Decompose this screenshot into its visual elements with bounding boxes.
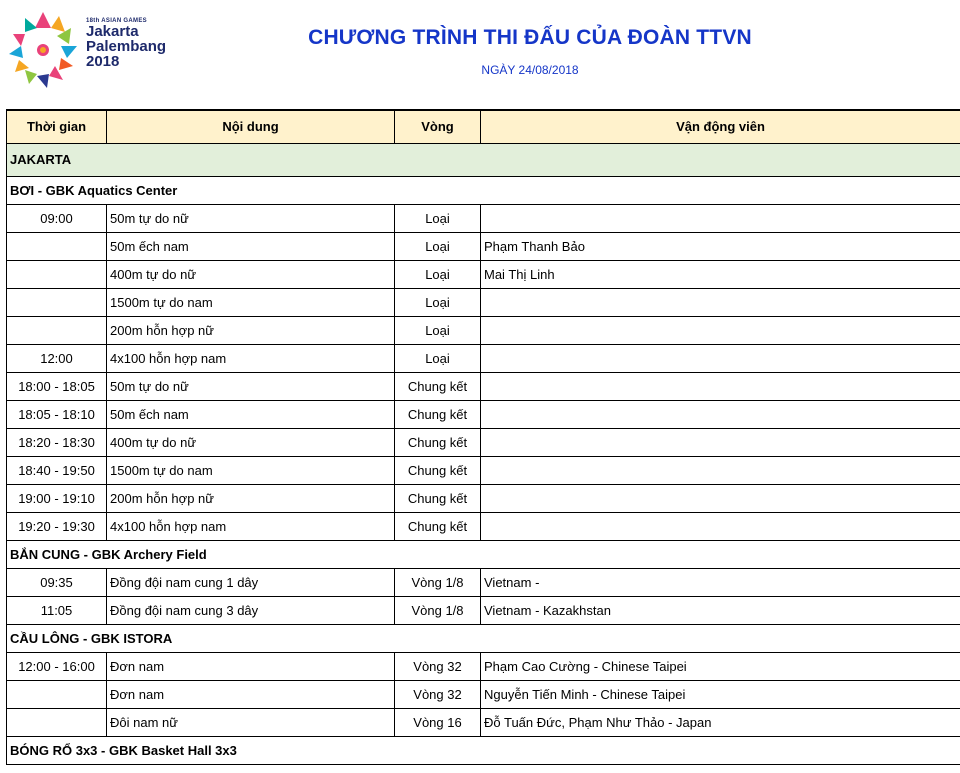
cell-athletes: Phạm Thanh Bảo xyxy=(481,232,960,260)
table-row xyxy=(7,204,960,232)
cell-athletes xyxy=(481,372,960,400)
logo-wordmark xyxy=(86,18,166,69)
table-row xyxy=(7,708,960,736)
sport-section-row xyxy=(7,736,960,764)
table-row xyxy=(7,568,960,596)
cell-time: 18:00 - 18:05 xyxy=(7,372,107,400)
asian-games-logo-icon xyxy=(6,10,80,90)
table-row xyxy=(7,596,960,624)
cell-event: 50m tự do nữ xyxy=(107,372,395,400)
sport-section-title: BƠI - GBK Aquatics Center xyxy=(7,176,960,204)
cell-athletes: Vietnam - xyxy=(481,568,960,596)
cell-event: Đơn nam xyxy=(107,652,395,680)
cell-athletes: Mai Thị Linh xyxy=(481,260,960,288)
sport-section-title: BẮN CUNG - GBK Archery Field xyxy=(7,540,960,568)
cell-time: 09:35 xyxy=(7,568,107,596)
cell-round: Vòng 1/8 xyxy=(395,568,481,596)
cell-athletes: Đỗ Tuấn Đức, Phạm Như Thảo - Japan xyxy=(481,708,960,736)
cell-round: Vòng 32 xyxy=(395,680,481,708)
cell-event: 4x100 hỗn hợp nam xyxy=(107,512,395,540)
cell-time: 12:00 - 16:00 xyxy=(7,652,107,680)
cell-athletes xyxy=(481,288,960,316)
table-row xyxy=(7,288,960,316)
cell-athletes xyxy=(481,484,960,512)
cell-event: 1500m tự do nam xyxy=(107,288,395,316)
page-header xyxy=(0,0,960,104)
cell-time: 11:05 xyxy=(7,596,107,624)
cell-time: 12:00 xyxy=(7,344,107,372)
cell-event: 200m hỗn hợp nữ xyxy=(107,316,395,344)
table-row xyxy=(7,652,960,680)
cell-athletes xyxy=(481,456,960,484)
cell-time xyxy=(7,680,107,708)
schedule-body xyxy=(7,143,960,764)
logo-edition-text: 18th ASIAN GAMES xyxy=(86,18,147,24)
cell-athletes: Vietnam - Kazakhstan xyxy=(481,596,960,624)
cell-event: Đồng đội nam cung 3 dây xyxy=(107,596,395,624)
cell-athletes: Nguyễn Tiến Minh - Chinese Taipei xyxy=(481,680,960,708)
cell-round: Vòng 32 xyxy=(395,652,481,680)
cell-event: 50m tự do nữ xyxy=(107,204,395,232)
schedule-table xyxy=(6,109,960,765)
table-row xyxy=(7,428,960,456)
cell-time xyxy=(7,260,107,288)
cell-athletes xyxy=(481,512,960,540)
table-row xyxy=(7,260,960,288)
column-header-athletes: Vận động viên xyxy=(481,110,960,143)
column-header-time: Thời gian xyxy=(7,110,107,143)
table-row xyxy=(7,316,960,344)
logo-city-2: Palembang xyxy=(86,38,167,55)
cell-time xyxy=(7,232,107,260)
sport-section-row xyxy=(7,540,960,568)
cell-time: 18:20 - 18:30 xyxy=(7,428,107,456)
page-title: CHƯƠNG TRÌNH THI ĐẤU CỦA ĐOÀN TTVN xyxy=(308,26,752,49)
table-row xyxy=(7,456,960,484)
cell-time xyxy=(7,288,107,316)
cell-time: 18:05 - 18:10 xyxy=(7,400,107,428)
cell-round: Loại xyxy=(395,344,481,372)
cell-athletes xyxy=(481,344,960,372)
cell-round: Chung kết xyxy=(395,428,481,456)
cell-event: Đồng đội nam cung 1 dây xyxy=(107,568,395,596)
cell-athletes xyxy=(481,428,960,456)
cell-time xyxy=(7,316,107,344)
cell-round: Loại xyxy=(395,316,481,344)
cell-event: 400m tự do nữ xyxy=(107,260,395,288)
city-row xyxy=(7,143,960,176)
column-header-event: Nội dung xyxy=(107,110,395,143)
sport-section-row xyxy=(7,176,960,204)
cell-time: 19:00 - 19:10 xyxy=(7,484,107,512)
cell-round: Loại xyxy=(395,288,481,316)
table-row xyxy=(7,232,960,260)
cell-event: 4x100 hỗn hợp nam xyxy=(107,344,395,372)
table-header-row xyxy=(7,110,960,143)
table-row xyxy=(7,372,960,400)
cell-round: Loại xyxy=(395,260,481,288)
sport-section-row xyxy=(7,624,960,652)
cell-time: 09:00 xyxy=(7,204,107,232)
table-row xyxy=(7,484,960,512)
cell-round: Chung kết xyxy=(395,484,481,512)
cell-athletes xyxy=(481,400,960,428)
cell-round: Chung kết xyxy=(395,400,481,428)
cell-athletes: Phạm Cao Cường - Chinese Taipei xyxy=(481,652,960,680)
cell-round: Chung kết xyxy=(395,372,481,400)
cell-event: 200m hỗn hợp nữ xyxy=(107,484,395,512)
sport-section-title: BÓNG RỔ 3x3 - GBK Basket Hall 3x3 xyxy=(7,736,960,764)
table-row xyxy=(7,344,960,372)
cell-round: Vòng 1/8 xyxy=(395,596,481,624)
cell-athletes xyxy=(481,316,960,344)
table-row xyxy=(7,680,960,708)
cell-time: 18:40 - 19:50 xyxy=(7,456,107,484)
cell-round: Loại xyxy=(395,204,481,232)
cell-event: Đôi nam nữ xyxy=(107,708,395,736)
page-date: NGÀY 24/08/2018 xyxy=(481,63,579,77)
cell-time: 19:20 - 19:30 xyxy=(7,512,107,540)
logo-year: 2018 xyxy=(86,53,120,70)
cell-round: Loại xyxy=(395,232,481,260)
cell-event: 1500m tự do nam xyxy=(107,456,395,484)
cell-round: Chung kết xyxy=(395,512,481,540)
city-name: JAKARTA xyxy=(7,143,960,176)
cell-round: Chung kết xyxy=(395,456,481,484)
cell-event: Đơn nam xyxy=(107,680,395,708)
column-header-round: Vòng xyxy=(395,110,481,143)
cell-event: 400m tự do nữ xyxy=(107,428,395,456)
sport-section-title: CẦU LÔNG - GBK ISTORA xyxy=(7,624,960,652)
cell-event: 50m ếch nam xyxy=(107,232,395,260)
table-row xyxy=(7,400,960,428)
cell-round: Vòng 16 xyxy=(395,708,481,736)
cell-event: 50m ếch nam xyxy=(107,400,395,428)
cell-athletes xyxy=(481,204,960,232)
logo-city-1: Jakarta xyxy=(86,23,139,40)
cell-time xyxy=(7,708,107,736)
table-row xyxy=(7,512,960,540)
